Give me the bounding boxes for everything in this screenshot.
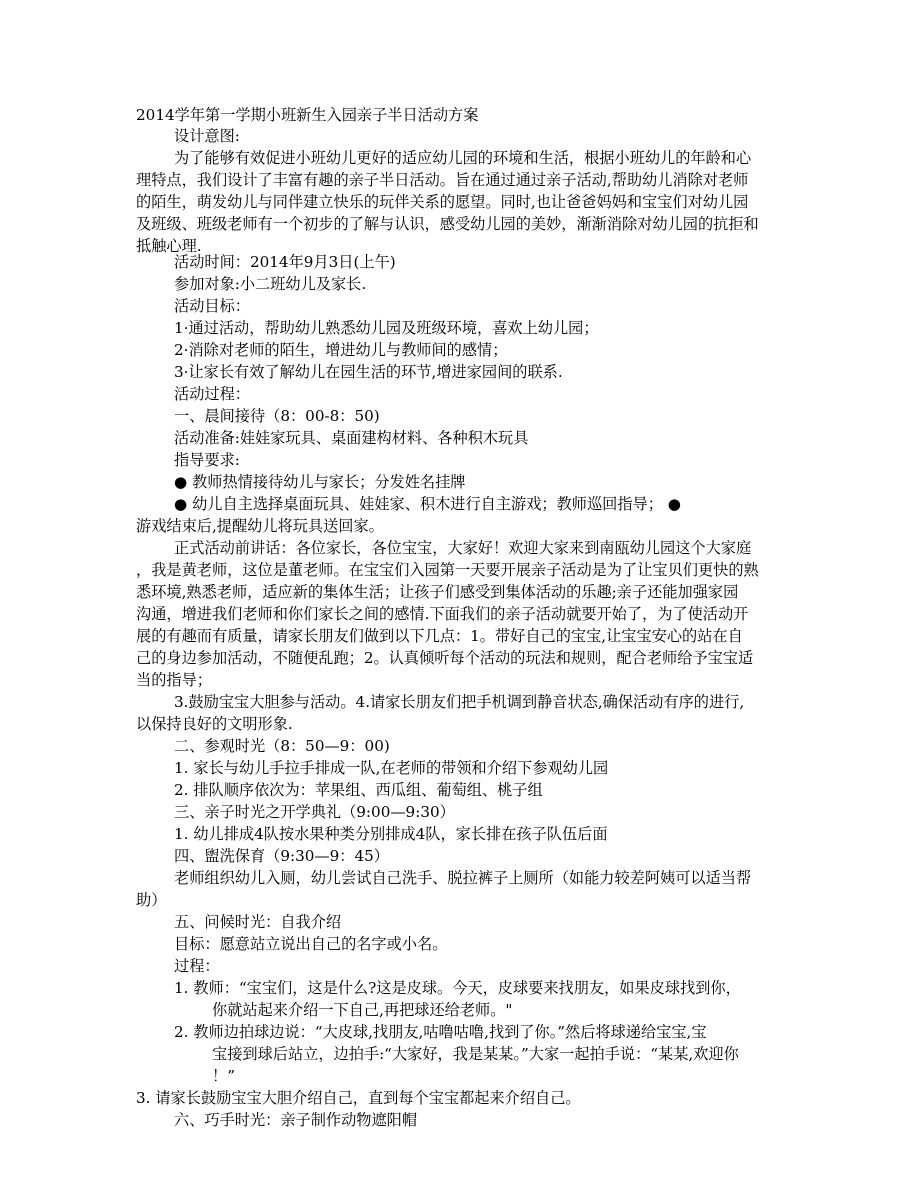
paragraph-line: 抵触心理. bbox=[136, 237, 202, 255]
list-item: 1. 家长与幼儿手拉手排成一队,在老师的带领和介绍下参观幼儿园 bbox=[174, 759, 609, 777]
paragraph-line: 目标：愿意站立说出自己的名字或小名。 bbox=[174, 935, 448, 953]
step-heading: 五、问候时光：自我介绍 bbox=[174, 913, 342, 931]
list-item-continuation: ！” bbox=[212, 1067, 235, 1085]
bullet-item: ● 幼儿自主选择桌面玩具、娃娃家、积木进行自主游戏；教师巡回指导； ● bbox=[174, 495, 681, 513]
step-heading: 四、盥洗保育（9:30—9：45） bbox=[174, 847, 389, 865]
step-heading: 二、参观时光（8：50—9：00) bbox=[174, 737, 390, 755]
list-item: 1. 幼儿排成4队按水果种类分别排成4队，家长排在孩子队伍后面 bbox=[174, 825, 608, 843]
section-heading: 指导要求: bbox=[174, 451, 240, 469]
list-item: 1. 教师：“宝宝们，这是什么?这是皮球。今天，皮球要来找朋友，如果皮球找到你， bbox=[174, 979, 741, 997]
paragraph-line: 的陌生，萌发幼儿与同伴建立快乐的玩伴关系的愿望。同时,也让爸爸妈妈和宝宝们对幼儿园 bbox=[136, 193, 749, 211]
paragraph-line: 3.鼓励宝宝大胆参与活动。4.请家长朋友们把手机调到静音状态,确保活动有序的进行, bbox=[174, 693, 745, 711]
goal-item: 2·消除对老师的陌生，增进幼儿与教师间的感情； bbox=[174, 341, 508, 359]
paragraph-line: 当的指导； bbox=[136, 671, 212, 689]
paragraph-line: 为了能够有效促进小班幼儿更好的适应幼儿园的环境和生活，根据小班幼儿的年龄和心 bbox=[174, 149, 752, 167]
paragraph-line: 以保持良好的文明形象. bbox=[136, 715, 293, 733]
paragraph-line: 游戏结束后,提醒幼儿将玩具送回家。 bbox=[136, 517, 384, 535]
paragraph-line: 正式活动前讲话：各位家长，各位宝宝，大家好！欢迎大家来到南瓯幼儿园这个大家庭 bbox=[174, 539, 752, 557]
list-item-continuation: 宝接到球后站立，边拍手:“大家好，我是某某。”大家一起拍手说：“某某,欢迎你 bbox=[212, 1045, 739, 1063]
paragraph-line: 展的有趣而有质量，请家长朋友们做到以下几点：1。带好自己的宝宝,让宝宝安心的站在自 bbox=[136, 627, 743, 645]
document-title: 2014学年第一学期小班新生入园亲子半日活动方案 bbox=[136, 106, 479, 124]
goal-item: 3·让家长有效了解幼儿在园生活的环节,增进家园间的联系. bbox=[174, 363, 563, 381]
paragraph-line: 理特点，我们设计了丰富有趣的亲子半日活动。旨在通过通过亲子活动,帮助幼儿消除对老师 bbox=[136, 171, 749, 189]
paragraph-line: 活动准备:娃娃家玩具、桌面建构材料、各种积木玩具 bbox=[174, 429, 529, 447]
paragraph-line: 助） bbox=[136, 891, 167, 909]
section-heading: 活动目标： bbox=[174, 297, 250, 315]
paragraph-line: 悉环境,熟悉老师，适应新的集体生活；让孩子们感受到集体活动的乐趣;亲子还能加强家园 bbox=[136, 583, 739, 601]
list-item-continuation: 你就站起来介绍一下自己,再把球还给老师。" bbox=[212, 1001, 513, 1019]
participants: 参加对象:小二班幼儿及家长. bbox=[174, 275, 367, 293]
step-heading: 一、晨间接待（8：00-8：50) bbox=[174, 407, 380, 425]
step-heading: 三、亲子时光之开学典礼（9:00—9:30） bbox=[174, 803, 455, 821]
section-heading: 设计意图: bbox=[174, 127, 240, 145]
section-heading: 活动过程： bbox=[174, 385, 250, 403]
bullet-item: ● 教师热情接待幼儿与家长；分发姓名挂牌 bbox=[174, 473, 466, 491]
paragraph-line: 己的身边参加活动，不随便乱跑；2。认真倾听每个活动的玩法和规则，配合老师给予宝宝适 bbox=[136, 649, 754, 667]
section-heading: 过程： bbox=[174, 957, 220, 975]
paragraph-line: 及班级、班级老师有一个初步的了解与认识，感受幼儿园的美妙，渐渐消除对幼儿园的抗拒和 bbox=[136, 215, 759, 233]
list-item: 2. 排队顺序依次为：苹果组、西瓜组、葡萄组、桃子组 bbox=[174, 781, 543, 799]
list-item: 2. 教师边拍球边说：“大皮球,找朋友,咕噜咕噜,找到了你。”然后将球递给宝宝,宝 bbox=[174, 1023, 707, 1041]
goal-item: 1·通过活动，帮助幼儿熟悉幼儿园及班级环境，喜欢上幼儿园； bbox=[174, 319, 599, 337]
paragraph-line: ，我是黄老师，这位是董老师。在宝宝们入园第一天要开展亲子活动是为了让宝贝们更快的熟 bbox=[136, 561, 759, 579]
paragraph-line: 沟通，增进我们老师和你们家长之间的感情.下面我们的亲子活动就要开始了，为了使活动开 bbox=[136, 605, 749, 623]
step-heading: 六、巧手时光：亲子制作动物遮阳帽 bbox=[174, 1111, 417, 1129]
list-item: 3. 请家长鼓励宝宝大胆介绍自己，直到每个宝宝都起来介绍自己。 bbox=[136, 1089, 581, 1107]
paragraph-line: 老师组织幼儿入厕，幼儿尝试自己洗手、脱拉裤子上厕所（如能力较差阿姨可以适当帮 bbox=[174, 869, 752, 887]
activity-time: 活动时间：2014年9月3日(上午) bbox=[174, 253, 396, 271]
